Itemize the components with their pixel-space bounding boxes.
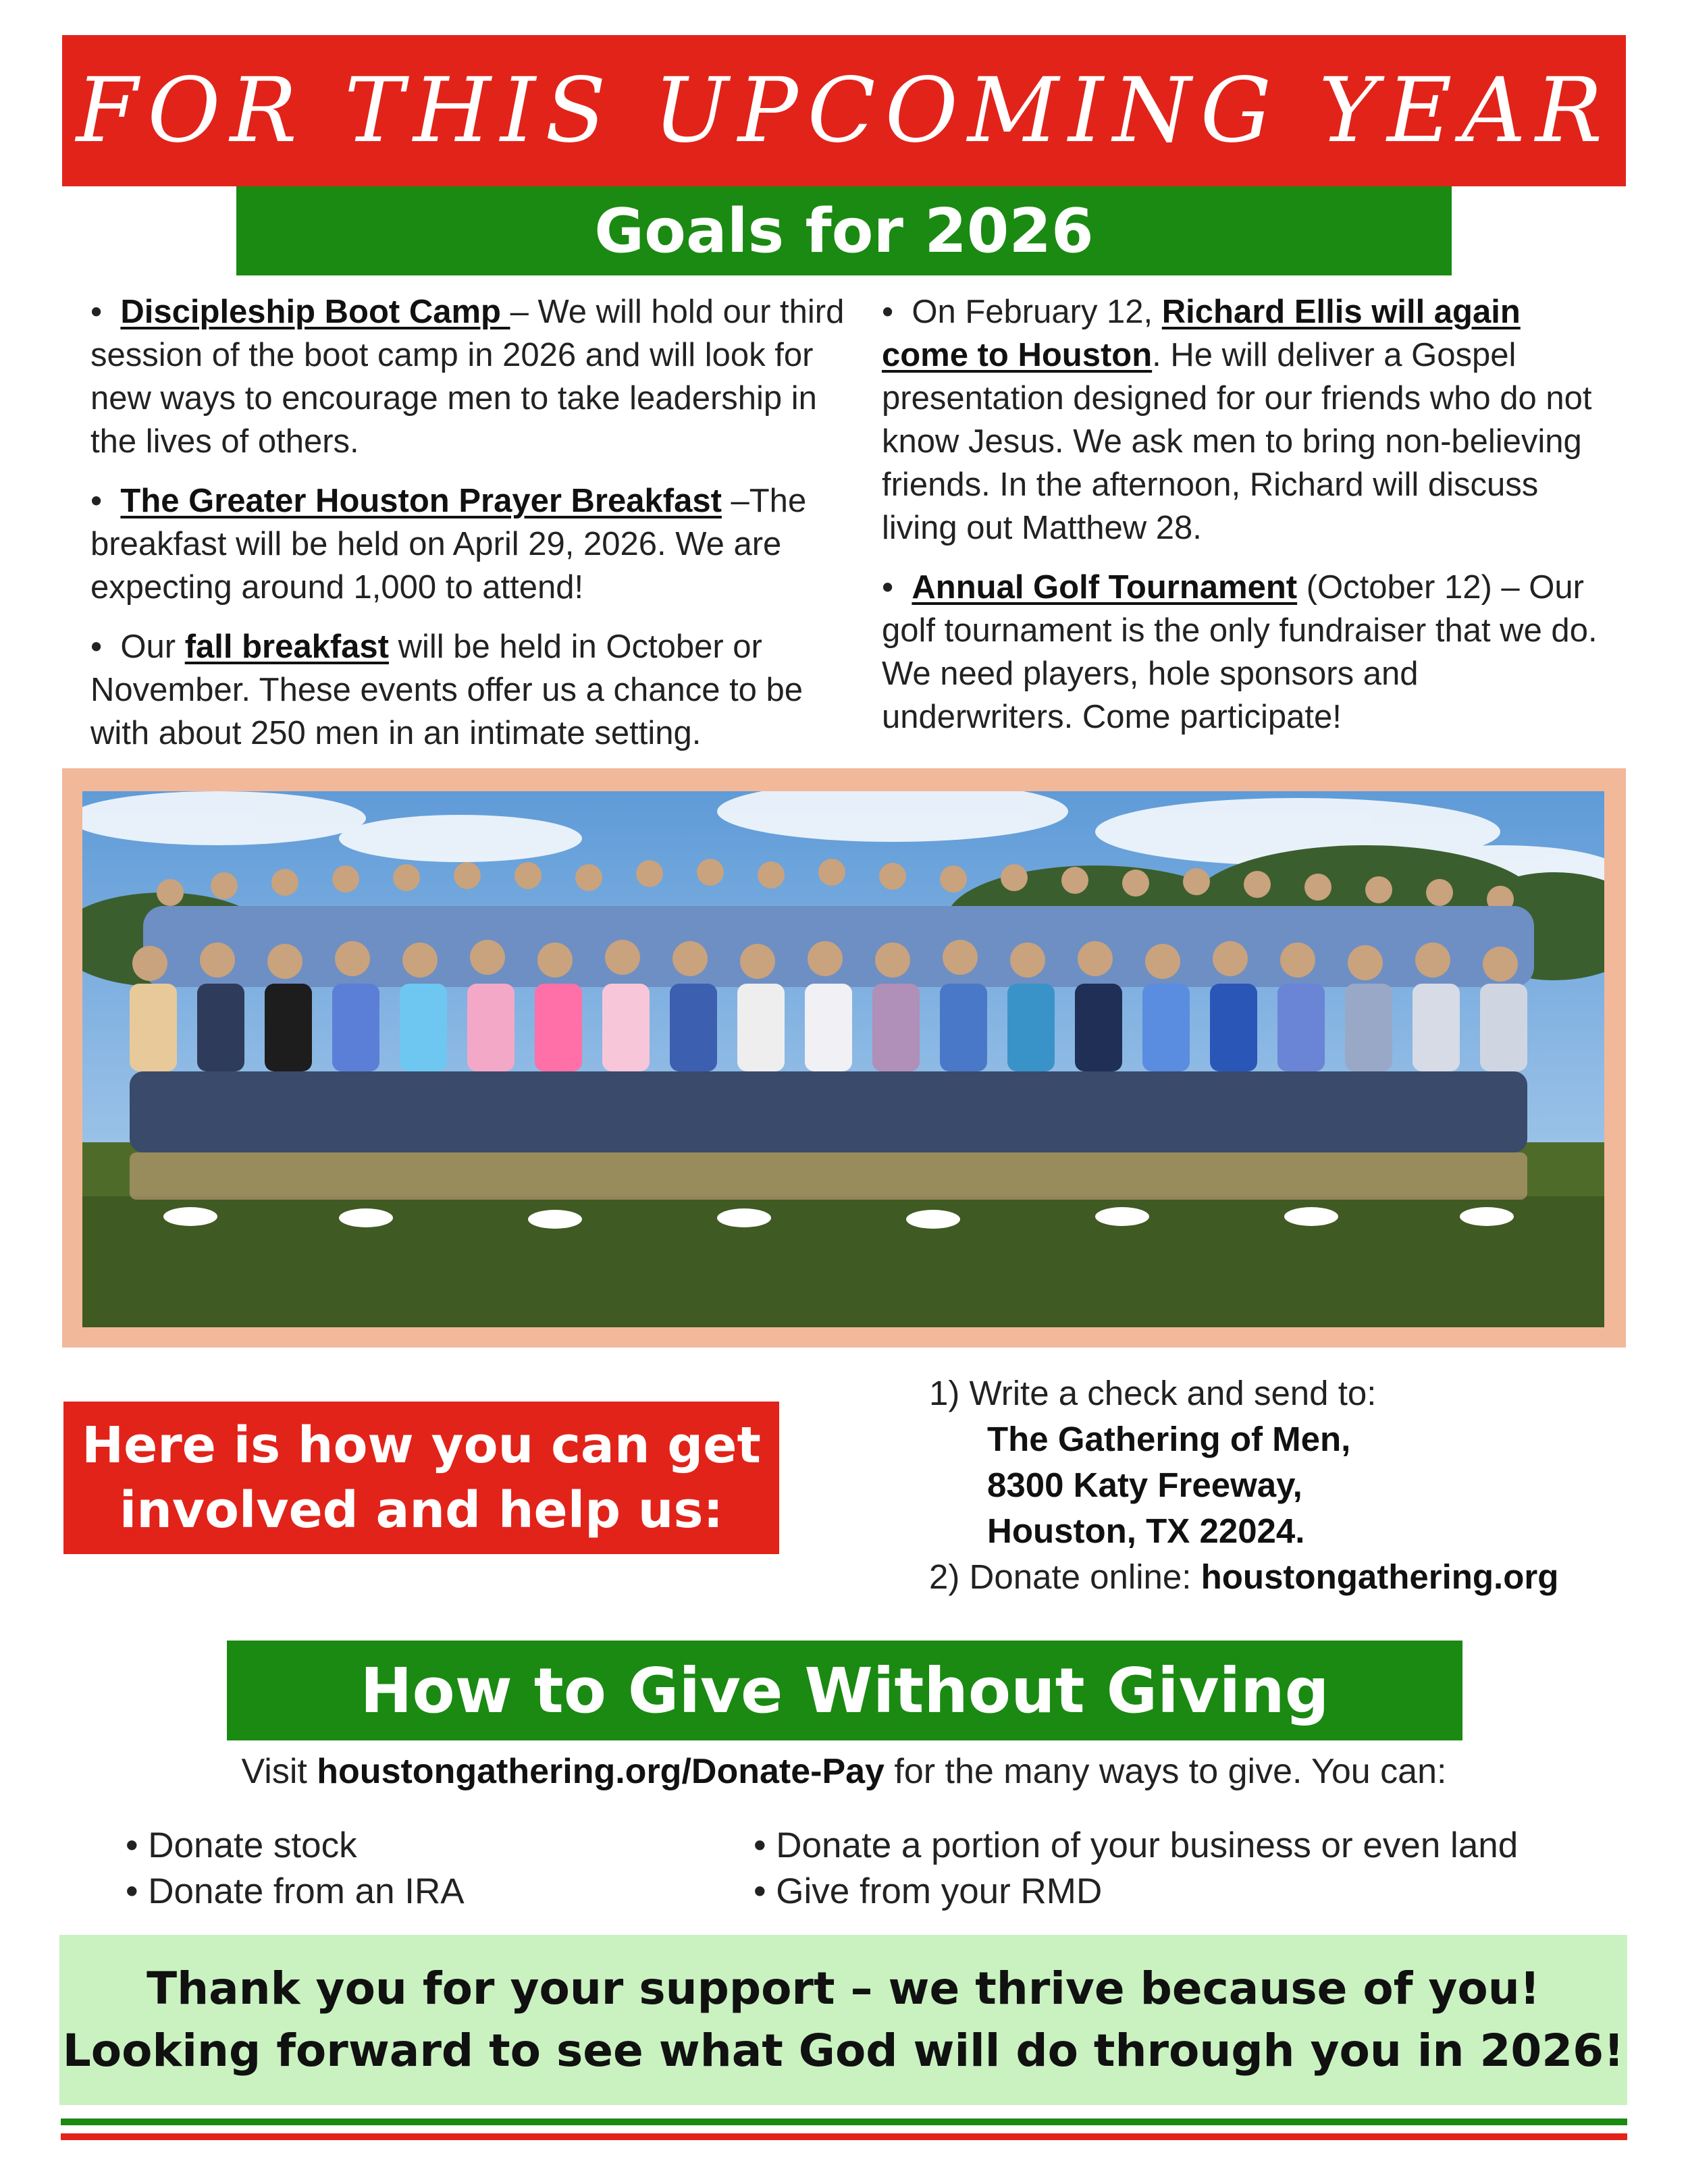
goal-richard-ellis: • On February 12, Richard Ellis will again come to Houston. He will deliver a Gospel presentation designed for our friends who do not know Jesus. We ask men to bring non-believing friends. In the afternoon, Richard will discuss living out Matthew 28. [882,294,1592,546]
goals-right-column [882,290,1611,755]
donate-pay-link[interactable]: houstongathering.org/Donate-Pay [317,1752,885,1791]
address-line-1: The Gathering of Men, [987,1420,1351,1458]
goals-left-column [90,290,853,771]
donate-online-link[interactable]: houstongathering.org [1201,1557,1559,1596]
banner-title: FOR THIS UPCOMING YEAR [76,59,1612,163]
goal-fall-breakfast: • Our fall breakfast will be held in October or November. These events offer us a chance to be with about 250 men in an intimate setting. [90,629,803,751]
give-heading: How to Give Without Giving [227,1641,1462,1740]
visit-line: Visit houstongathering.org/Donate-Pay for the many ways to give. You can: [241,1752,1447,1791]
goal-boot-camp: • Discipleship Boot Camp – We will hold our third session of the boot camp in 2026 and will look for new ways to encourage men to take leadership in the lives of others. [90,294,845,460]
option-check: 1) Write a check and send to: [929,1374,1377,1412]
thanks-line-1: Thank you for your support – we thrive because of you! [147,1963,1540,2015]
golf-tournament-link[interactable]: Annual Golf Tournament [912,569,1298,606]
address-line-2: 8300 Katy Freeway, [987,1466,1302,1504]
fall-breakfast-link[interactable]: fall breakfast [184,629,389,665]
crowd [130,859,1534,1229]
thanks-box [59,1935,1627,2105]
give-list-left [126,1823,465,1915]
goals-heading: Goals for 2026 [236,186,1452,275]
involved-line-2: involved and help us: [119,1481,724,1539]
prayer-breakfast-link[interactable]: The Greater Houston Prayer Breakfast [120,483,722,519]
group-photo [82,791,1604,1327]
give-item-business: • Donate a portion of your business or even land [754,1826,1519,1865]
involved-line-1: Here is how you can get [82,1416,761,1474]
donation-options [929,1370,1672,1600]
richard-ellis-link[interactable]: Richard Ellis will again come to Houston [882,294,1521,373]
option-online: 2) Donate online: houstongathering.org [929,1557,1559,1596]
give-item-ira: • Donate from an IRA [126,1871,465,1911]
give-item-rmd: • Give from your RMD [754,1871,1103,1911]
give-item-stock: • Donate stock [126,1826,357,1865]
boot-camp-link[interactable]: Discipleship Boot Camp [120,294,510,330]
involved-box [63,1402,779,1554]
red-rule [61,2133,1627,2140]
banner [62,35,1626,186]
goal-prayer-breakfast: • The Greater Houston Prayer Breakfast –The breakfast will be held on April 29, 2026. We are expecting around 1,000 to attend! [90,483,807,606]
green-rule [61,2119,1627,2125]
thanks-line-2: Looking forward to see what God will do through you in 2026! [62,2025,1625,2077]
address-line-3: Houston, TX 22024. [987,1512,1305,1550]
give-list-right [754,1823,1518,1915]
group-photo-illustration [82,791,1604,1327]
goal-golf-tournament: • Annual Golf Tournament (October 12) – Our golf tournament is the only fundraiser that we do. We need players, hole sponsors and underwriters. Come participate! [882,569,1598,735]
